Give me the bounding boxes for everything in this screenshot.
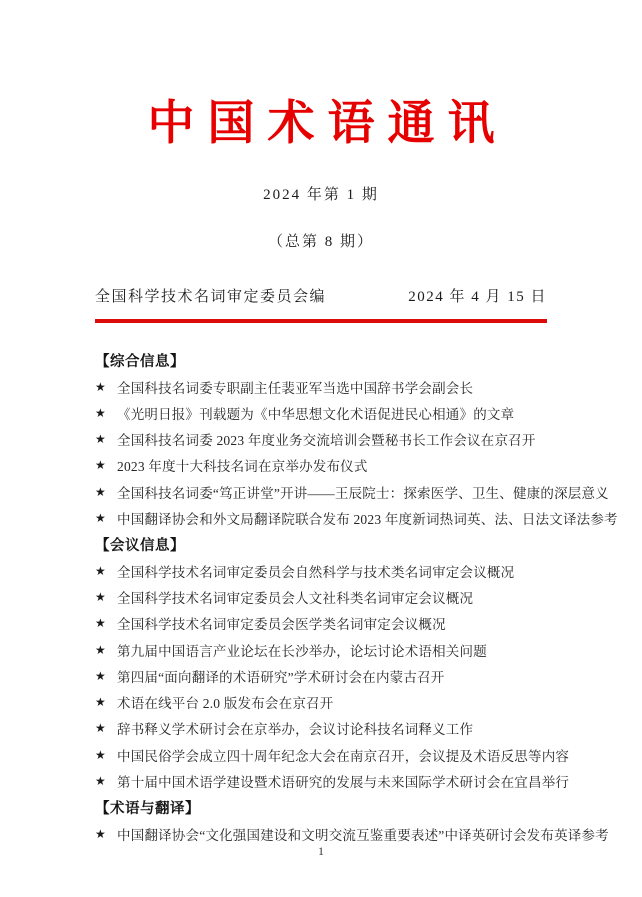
star-bullet-icon: ★ <box>95 563 106 578</box>
newsletter-title: 中国术语通讯 <box>147 98 508 150</box>
star-bullet-icon: ★ <box>95 511 106 526</box>
star-bullet-icon: ★ <box>95 616 106 631</box>
toc-item <box>95 584 547 610</box>
editor-name: 全国科学技术名词审定委员会编 <box>95 289 327 306</box>
page-number: 1 <box>318 844 324 858</box>
star-bullet-icon: ★ <box>95 458 106 473</box>
toc-item-text: 全国科学技术名词审定委员会人文社科类名词审定会议概况 <box>117 590 474 606</box>
toc-item-text: 2023 年度十大科技名词在京举办发布仪式 <box>117 459 368 475</box>
toc-item-text: 全国科学技术名词审定委员会自然科学与技术类名词审定会议概况 <box>117 564 515 580</box>
star-bullet-icon: ★ <box>95 432 106 447</box>
toc-item <box>95 689 547 715</box>
toc-item <box>95 663 547 689</box>
toc-item <box>95 820 609 846</box>
red-divider-rule <box>95 319 547 323</box>
star-bullet-icon: ★ <box>95 589 106 604</box>
publish-date: 2024 年 4 月 15 日 <box>408 289 547 306</box>
section-header: 【综合信息】 <box>95 353 185 370</box>
toc-item-text: 全国科学技术名词审定委员会医学类名词审定会议概况 <box>117 617 446 633</box>
toc-item-text: 辞书释义学术研讨会在京举办，会议讨论科技名词释义工作 <box>117 722 474 738</box>
star-bullet-icon: ★ <box>95 484 106 499</box>
toc-item-text: 术语在线平台 2.0 版发布会在京召开 <box>117 696 334 712</box>
toc-item <box>95 610 547 636</box>
toc-item <box>95 768 570 794</box>
toc-item <box>95 400 547 426</box>
toc-item-text: 第九届中国语言产业论坛在长沙举办，论坛讨论术语相关问题 <box>117 643 487 659</box>
toc-item <box>95 742 570 768</box>
toc-item-text: 全国科技名词委“笃正讲堂”开讲——王辰院士：探索医学、卫生、健康的深层意义 <box>117 485 609 501</box>
toc-item-text: 中国翻译协会“文化强国建设和文明交流互鉴重要表述”中译英研讨会发布英译参考 <box>117 827 609 843</box>
star-bullet-icon: ★ <box>95 379 106 394</box>
toc-item-text: 第四届“面向翻译的术语研究”学术研讨会在内蒙古召开 <box>117 669 445 685</box>
toc-item <box>95 505 618 531</box>
toc-item-text: 第十届中国术语学建设暨术语研究的发展与未来国际学术研讨会在宜昌举行 <box>117 775 570 791</box>
star-bullet-icon: ★ <box>95 774 106 789</box>
star-bullet-icon: ★ <box>95 642 106 657</box>
toc-item <box>95 452 547 478</box>
table-of-contents <box>95 347 618 847</box>
editor-row <box>95 285 547 306</box>
star-bullet-icon: ★ <box>95 405 106 420</box>
section-header: 【术语与翻译】 <box>95 800 200 817</box>
issue-line: 2024 年第 1 期 <box>263 187 379 204</box>
section-header: 【会议信息】 <box>95 537 185 554</box>
toc-item <box>95 426 547 452</box>
toc-item <box>95 373 547 399</box>
star-bullet-icon: ★ <box>95 721 106 736</box>
toc-item <box>95 715 547 741</box>
toc-item <box>95 636 547 662</box>
star-bullet-icon: ★ <box>95 668 106 683</box>
toc-item-text: 中国翻译协会和外文局翻译院联合发布 2023 年度新词热词英、法、日法文译法参考 <box>117 512 618 528</box>
toc-item-text: 《光明日报》刊载题为《中华思想文化术语促进民心相通》的文章 <box>117 406 515 422</box>
star-bullet-icon: ★ <box>95 695 106 710</box>
toc-item <box>95 479 609 505</box>
toc-item <box>95 558 547 584</box>
toc-item-text: 全国科技名词委专职副主任裴亚军当选中国辞书学会副会长 <box>117 380 474 396</box>
star-bullet-icon: ★ <box>95 826 106 841</box>
toc-item-text: 全国科技名词委 2023 年度业务交流培训会暨秘书长工作会议在京召开 <box>117 433 536 449</box>
total-issue-line: （总第 8 期） <box>267 234 374 251</box>
toc-item-text: 中国民俗学会成立四十周年纪念大会在南京召开，会议提及术语反思等内容 <box>117 748 570 764</box>
star-bullet-icon: ★ <box>95 747 106 762</box>
